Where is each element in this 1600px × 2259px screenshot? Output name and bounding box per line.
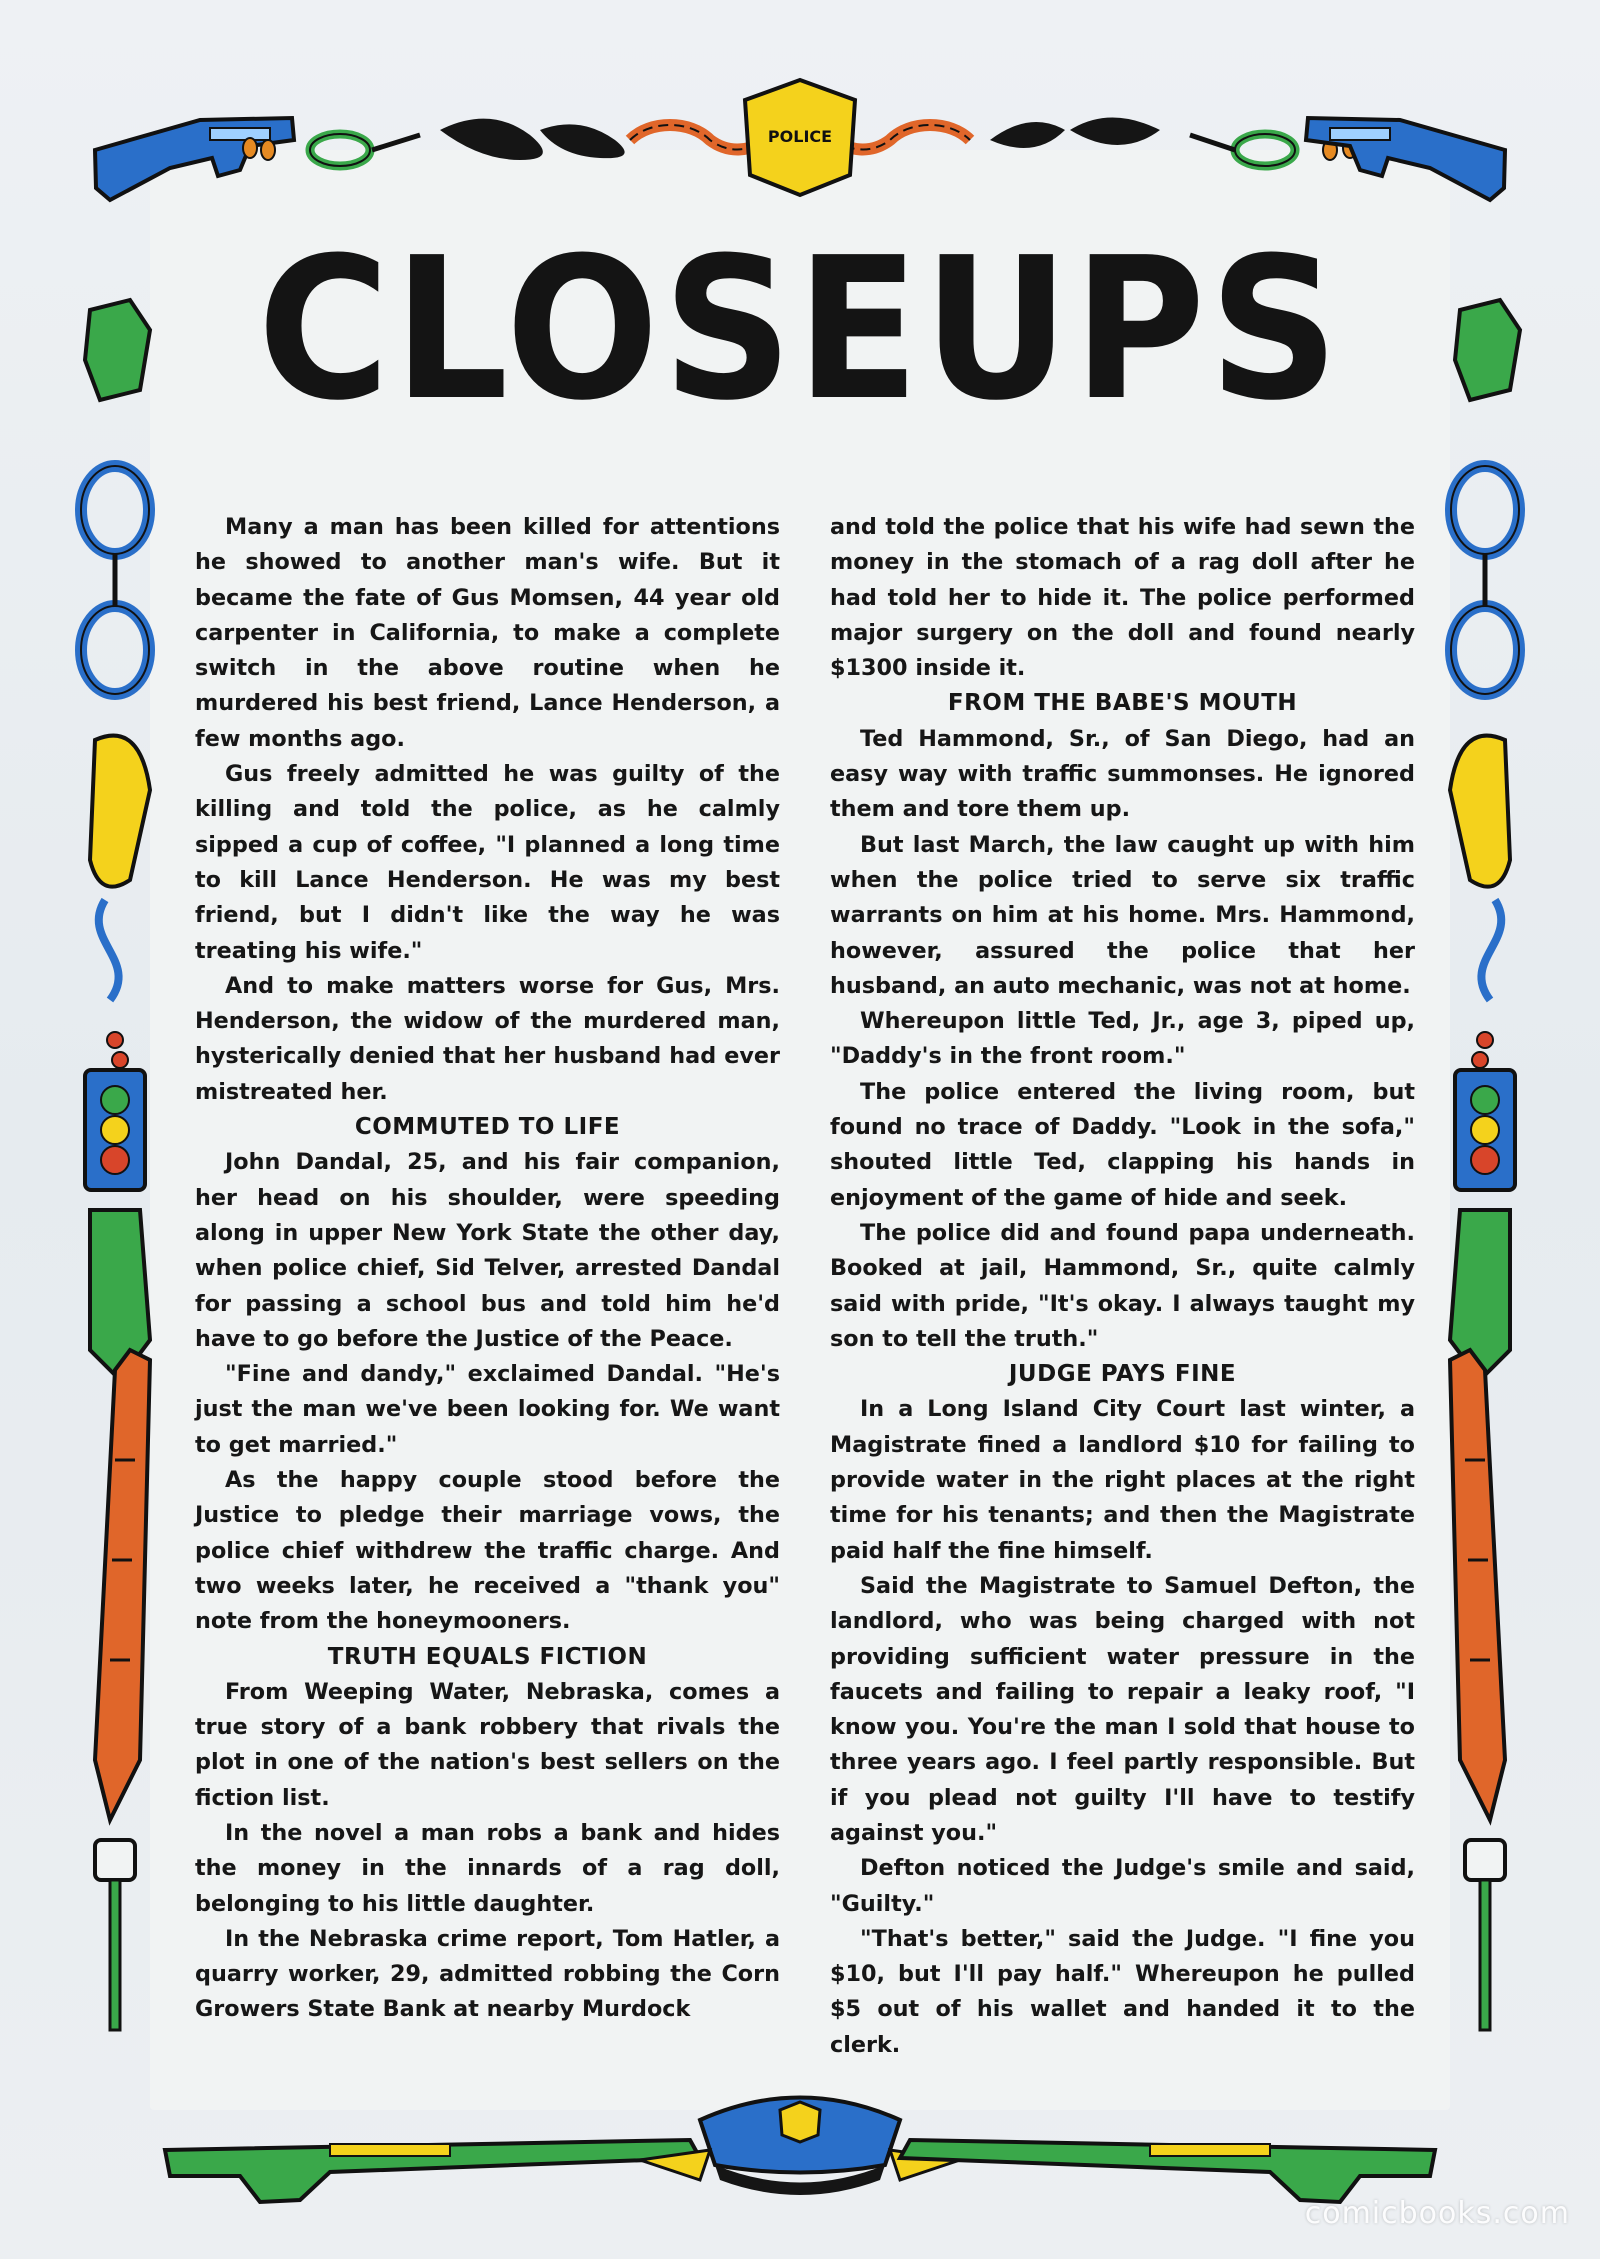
section-heading: JUDGE PAYS FINE [1008,1361,1237,1388]
handcuffs-icon [1451,466,1519,694]
paragraph: Defton noticed the Judge's smile and said, "Guilty." [830,1855,1415,1917]
paragraph: The police entered the living room, but found no trace of Daddy. "Look in the sofa," shouted little Ted, clapping his hands in enjoyment of the game of hide and seek. [830,1078,1415,1211]
section-heading: FROM THE BABE'S MOUTH [947,690,1298,717]
top-border-decoration [0,0,1600,210]
right-border-decoration [1430,260,1540,2060]
badge-text: POLICE [767,127,833,146]
paragraph: Gus freely admitted he was guilty of the killing and told the police, as he calmly sipped a cup of coffee, "I planned a long time to kill Lance Henderson. He was my best friend, but I didn't like the way he was treating his wife." [195,761,780,964]
paragraph: Whereupon little Ted, Jr., age 3, piped up, "Daddy's in the front room." [830,1008,1415,1070]
paragraph: John Dandal, 25, and his fair companion, her head on his shoulder, were speeding along in upper New York State the other day, when police chief, Sid Telver, arrested Dandal for passing a school bus and told him he'd have to go before the Justice of the Peace. [195,1149,780,1352]
left-column [195,510,780,2028]
paragraph: From Weeping Water, Nebraska, comes a true story of a bank robbery that rivals the plot in one of the nation's best sellers on the fiction list. [195,1678,780,1811]
police-badge-icon [745,80,855,195]
rifle-icon [900,2140,1435,2202]
paragraph: and told the police that his wife had sewn the money in the stomach of a rag doll after he had told her to hide it. The police performed major surgery on the doll and found nearly $1300 inside it. [830,514,1415,682]
street-lamp-icon [1465,1840,1505,2030]
right-column [830,510,1415,2063]
paragraph: Many a man has been killed for attentions he showed to another man's wife. But it became the fate of Gus Momsen, 44 year old carpenter in California, to make a complete switch in the above routine when he murdered his best friend, Lance Henderson, a few months ago. [195,514,780,752]
paragraph: The police did and found papa underneath. Booked at jail, Hammond, Sr., quite calmly said with pride, "It's okay. I always taught my son to tell the truth." [830,1219,1415,1352]
section-heading: TRUTH EQUALS FICTION [327,1643,648,1670]
handcuffs-icon [81,466,149,694]
paragraph: As the happy couple stood before the Justice to pledge their marriage vows, the police chief withdrew the traffic charge. And two weeks later, he received a "thank you" note from the honeymooners. [195,1467,780,1635]
paragraph: And to make matters worse for Gus, Mrs. Henderson, the widow of the murdered man, hysterically denied that her husband had ever mistreated her. [195,972,780,1105]
paragraph: But last March, the law caught up with him when the police tried to serve six traffic warrants on him at his home. Mrs. Hammond, however, assured the police that her husband, an auto mechanic, was not at home. [830,831,1415,999]
section-heading: COMMUTED TO LIFE [354,1114,621,1141]
left-border-decoration [60,260,170,2060]
traffic-light-icon [85,1070,145,1190]
rifle-icon [165,2140,700,2202]
rifle-icon [95,1350,150,1820]
police-badge-icon [1455,300,1520,400]
street-lamp-icon [95,1840,135,2030]
paragraph: Ted Hammond, Sr., of San Diego, had an easy way with traffic summonses. He ignored them and tore them up. [830,725,1415,823]
site-credit: comicbooks.com [1304,2196,1570,2231]
paragraph: "Fine and dandy," exclaimed Dandal. "He's just the man we've been looking for. We want to get married." [195,1361,780,1458]
paragraph: In the Nebraska crime report, Tom Hatler, a quarry worker, 29, admitted robbing the Corn Growers State Bank at nearby Murdock [195,1925,780,2023]
page-title: CLOSEUPS [257,216,1343,444]
paragraph: Said the Magistrate to Samuel Defton, the landlord, who was being charged with not providing sufficient water pressure in the faucets and failing to repair a leaky roof, "I know you. You're the man I sold that house to three years ago. I feel partly responsible. But if you plead not guilty I'll have to testify against you." [830,1572,1415,1846]
pistol-icon [1306,118,1505,200]
telephone-icon [1450,736,1510,1068]
police-badge-icon [85,300,150,400]
rifle-icon [1450,1350,1505,1820]
telephone-icon [90,736,150,1068]
traffic-light-icon [1455,1070,1515,1190]
paragraph: "That's better," said the Judge. "I fine you $10, but I'll pay half." Whereupon he pulled $5 out of his wallet and handed it to the clerk. [830,1925,1415,2058]
paragraph: In the novel a man robs a bank and hides the money in the innards of a rag doll, belonging to his little daughter. [195,1819,780,1917]
paragraph: In a Long Island City Court last winter, a Magistrate fined a landlord $10 for failing to provide water in the right places at the right time for his tenants; and then the Magistrate paid half the fine himself. [830,1396,1415,1564]
